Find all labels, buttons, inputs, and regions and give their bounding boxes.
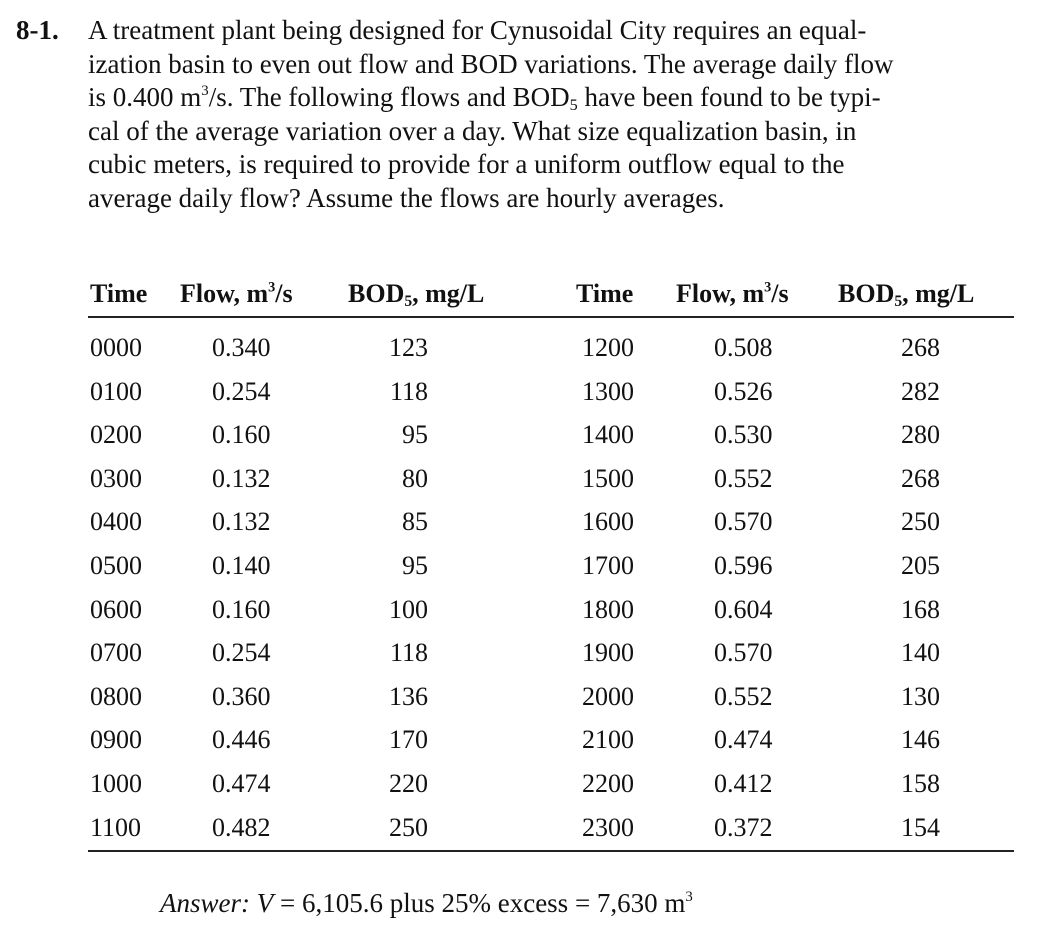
table-row bbox=[88, 370, 1014, 414]
bod-cell: 168 bbox=[901, 594, 940, 624]
bod-cell: 100 bbox=[389, 594, 428, 624]
table-row bbox=[88, 413, 1014, 457]
time-cell: 1800 bbox=[582, 594, 634, 624]
time-cell: 2200 bbox=[582, 769, 634, 798]
flow-cell: 0.552 bbox=[714, 463, 773, 493]
bod-cell: 118 bbox=[389, 638, 428, 668]
bod-cell: 205 bbox=[901, 551, 940, 580]
flow-cell: 0.596 bbox=[714, 551, 773, 580]
table-row bbox=[88, 544, 1014, 588]
table-body bbox=[88, 318, 1014, 850]
table-row bbox=[88, 762, 1014, 806]
problem-line bbox=[88, 81, 1038, 115]
time-cell: 0800 bbox=[90, 681, 142, 711]
answer-line bbox=[160, 886, 693, 920]
bod-cell: 140 bbox=[901, 638, 940, 668]
table-row bbox=[88, 588, 1014, 632]
bod-cell: 146 bbox=[901, 725, 940, 755]
table-row bbox=[88, 675, 1014, 719]
time-cell: 2100 bbox=[582, 725, 634, 755]
bod-cell: 220 bbox=[389, 769, 428, 798]
flow-cell: 0.372 bbox=[714, 812, 773, 842]
bod-cell: 250 bbox=[901, 507, 940, 537]
flow-cell: 0.140 bbox=[212, 551, 271, 580]
flow-cell: 0.132 bbox=[212, 507, 271, 537]
superscript: 3 bbox=[685, 888, 693, 905]
time-cell: 0700 bbox=[90, 638, 142, 668]
problem-line-text: /s. The following flows and BOD bbox=[208, 82, 570, 112]
answer-variable: V bbox=[256, 888, 274, 918]
problem-statement bbox=[88, 14, 1038, 215]
bod-cell: 80 bbox=[402, 463, 428, 493]
table-row bbox=[88, 806, 1014, 850]
table-row bbox=[88, 631, 1014, 675]
flow-bod-table bbox=[88, 274, 1014, 852]
time-cell: 0000 bbox=[90, 333, 142, 362]
flow-cell: 0.254 bbox=[212, 376, 271, 406]
table-row bbox=[88, 718, 1014, 762]
table-row bbox=[88, 326, 1014, 370]
bod-cell: 170 bbox=[389, 725, 428, 755]
problem-line: ization basin to even out flow and BOD variations. The average daily flow bbox=[88, 48, 894, 79]
flow-cell: 0.474 bbox=[212, 769, 271, 798]
time-cell: 0600 bbox=[90, 594, 142, 624]
bod-cell: 268 bbox=[901, 463, 940, 493]
flow-cell: 0.604 bbox=[714, 594, 773, 624]
time-cell: 0100 bbox=[90, 376, 142, 406]
problem-number: 8-1. bbox=[16, 15, 59, 45]
bod-cell: 268 bbox=[901, 333, 940, 362]
problem-line: A treatment plant being designed for Cynusoidal City requires an equal- bbox=[88, 15, 867, 45]
time-cell: 1600 bbox=[582, 507, 634, 537]
header-flow: Flow, $m^3/s$ bbox=[180, 279, 293, 308]
bod-cell: 282 bbox=[901, 376, 940, 406]
time-cell: 0900 bbox=[90, 725, 142, 755]
time-cell: 0200 bbox=[90, 420, 142, 450]
problem-line: average daily flow? Assume the flows are hourly averages. bbox=[88, 182, 725, 213]
bod-cell: 136 bbox=[389, 681, 428, 711]
flow-cell: 0.526 bbox=[714, 376, 773, 406]
flow-cell: 0.412 bbox=[714, 769, 773, 798]
time-cell: 0500 bbox=[90, 551, 142, 580]
subscript: 5 bbox=[569, 96, 578, 115]
flow-cell: 0.160 bbox=[212, 420, 271, 450]
time-cell: 1400 bbox=[582, 420, 634, 450]
flow-cell: 0.552 bbox=[714, 681, 773, 711]
bod-cell: 95 bbox=[402, 420, 428, 450]
problem-line: cal of the average variation over a day. What size equalization basin, in bbox=[88, 115, 857, 146]
answer-text: = 6,105.6 plus 25% excess = 7,630 m bbox=[273, 888, 686, 918]
table-header bbox=[88, 274, 1014, 316]
flow-cell: 0.570 bbox=[714, 507, 773, 537]
time-cell: 1700 bbox=[582, 551, 634, 580]
problem-line-text: is 0.400 m bbox=[88, 82, 202, 112]
problem-line: cubic meters, is required to provide for a uniform outflow equal to the bbox=[88, 149, 845, 179]
flow-cell: 0.132 bbox=[212, 463, 271, 493]
header-bod: $BOD_5$, mg/L bbox=[348, 279, 485, 310]
flow-cell: 0.508 bbox=[714, 333, 773, 362]
header-flow: Flow, $m^3/s$ bbox=[676, 279, 789, 308]
time-cell: 2000 bbox=[582, 681, 634, 711]
bod-cell: 123 bbox=[389, 333, 428, 362]
time-cell: 0400 bbox=[90, 507, 142, 537]
flow-cell: 0.360 bbox=[212, 681, 271, 711]
bod-cell: 95 bbox=[402, 551, 428, 580]
flow-cell: 0.160 bbox=[212, 594, 271, 624]
problem-line-text: have been found to be typi- bbox=[577, 82, 881, 112]
flow-cell: 0.254 bbox=[212, 638, 271, 668]
superscript: 3 bbox=[201, 82, 209, 99]
flow-cell: 0.446 bbox=[212, 725, 271, 755]
table-row bbox=[88, 500, 1014, 544]
time-cell: 1000 bbox=[90, 769, 142, 798]
bod-cell: 85 bbox=[402, 507, 428, 537]
flow-cell: 0.474 bbox=[714, 725, 773, 755]
time-cell: 1200 bbox=[582, 333, 634, 362]
time-cell: 1900 bbox=[582, 638, 634, 668]
bod-cell: 130 bbox=[901, 681, 940, 711]
time-cell: 1300 bbox=[582, 376, 634, 406]
header-bod: $BOD_5$, mg/L bbox=[838, 279, 975, 310]
flow-cell: 0.340 bbox=[212, 333, 271, 362]
table-bottom-rule bbox=[88, 850, 1014, 852]
header-time: Time bbox=[576, 279, 634, 308]
table-row bbox=[88, 457, 1014, 501]
bod-cell: 158 bbox=[901, 769, 940, 798]
flow-cell: 0.530 bbox=[714, 420, 773, 450]
answer-label: Answer: bbox=[160, 888, 250, 918]
bod-cell: 280 bbox=[901, 420, 940, 450]
bod-cell: 250 bbox=[389, 812, 428, 842]
bod-cell: 118 bbox=[389, 376, 428, 406]
time-cell: 1100 bbox=[90, 812, 142, 842]
flow-cell: 0.570 bbox=[714, 638, 773, 668]
header-time: Time bbox=[90, 279, 148, 308]
time-cell: 2300 bbox=[582, 812, 634, 842]
flow-cell: 0.482 bbox=[212, 812, 271, 842]
time-cell: 0300 bbox=[90, 463, 142, 493]
time-cell: 1500 bbox=[582, 463, 634, 493]
bod-cell: 154 bbox=[901, 812, 940, 842]
